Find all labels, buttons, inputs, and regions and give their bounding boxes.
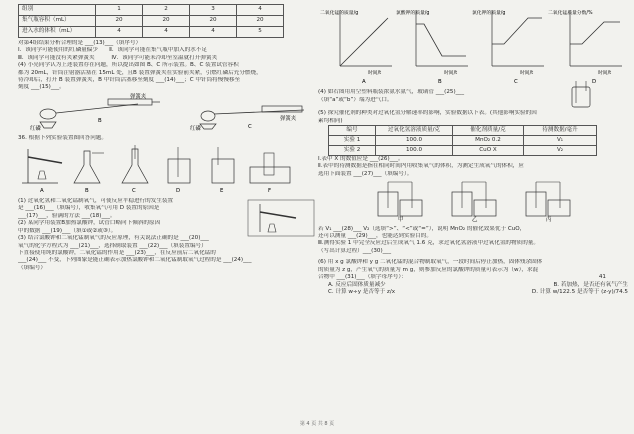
table-cell: 集气瓶容积（mL） xyxy=(19,16,96,27)
graph-ylabel: 氯酸钾的质量/g xyxy=(396,11,430,16)
q36-line: （填编号） xyxy=(18,264,46,271)
table-cell: 3 xyxy=(190,5,237,16)
apparatus-d-bottle xyxy=(168,147,190,194)
q36-line: 是 ___(16)___（填编号），收集氧气可用 D 装置的原因是 xyxy=(18,205,160,212)
graph-ylabel: 氯化钾的质量/g xyxy=(472,11,506,16)
graph-xlabel: 时间/t xyxy=(520,71,534,76)
jar-label: 甲 xyxy=(398,217,404,223)
table-cell: 100.0 xyxy=(376,136,453,146)
apparatus-b-flask xyxy=(74,151,104,194)
q4-line: (4) 小亮同学认为上述装置存在问题，所以提出如图 B、C 所示装置。B、C 装置试管容积 xyxy=(18,62,239,69)
heating-diagram xyxy=(246,198,316,238)
page-footer: 第 4 页 共 8 页 xyxy=(299,420,335,427)
table-header: 待测数据/毫升 xyxy=(524,126,597,136)
gas-volume-table xyxy=(18,4,284,38)
q6-option-c: C. 计算 w÷y 是否等于 z/x xyxy=(328,288,396,295)
left-column xyxy=(18,4,316,272)
q5-tail-line: Ⅲ.测得实验 1 中完全反应过后生成氧气 1.6 克，求过氧化氢溶液中过氧化氢的物质的量。 xyxy=(318,240,539,247)
table-cell: 5 xyxy=(237,27,284,38)
apparatus-yi xyxy=(452,182,496,222)
apparatus-label: C xyxy=(132,187,136,194)
q36-title: 36. 根据下列实验装置图回答问题。 xyxy=(18,135,107,142)
table-cell: CuO X xyxy=(453,146,524,156)
apparatus-label: B xyxy=(85,187,89,194)
apparatus-bc-figure xyxy=(18,92,316,132)
table-header: 过氧化氢溶液质量/克 xyxy=(376,126,453,136)
table-cell: 实验 1 xyxy=(329,136,376,146)
graph-tag: D xyxy=(592,79,597,85)
graph-tag: A xyxy=(362,79,366,85)
q6-option-b: B. 若加热，是否还有氧气产生 xyxy=(553,281,628,288)
apparatus-c-flask xyxy=(122,145,148,194)
table-cell: 20 xyxy=(96,16,143,27)
q6-options-row xyxy=(318,289,628,296)
analysis-option-line: Ⅰ．该同学可能使用的红磷量偏少 Ⅱ．该同学可能在集气瓶中加入的水不足 xyxy=(18,47,207,54)
table-header: 催化剂质量/克 xyxy=(453,126,524,136)
q6-mark: 41 xyxy=(598,274,606,281)
apparatus-a xyxy=(22,149,62,194)
table-cell: V₂ xyxy=(524,146,597,156)
q5-tail-line: 还可以测量 ___(29)___，也能达到实验目的。 xyxy=(318,233,432,240)
q5-line: 素均相同) xyxy=(318,117,343,124)
table-row xyxy=(19,27,284,38)
graph-c xyxy=(472,9,544,85)
label-red-phosphorus: 红磷 xyxy=(190,125,201,132)
analysis-question: 对第4组结果分析合理的是 ___(13)___（填序号） xyxy=(18,40,142,46)
q5-line: (5) 探究催化剂的种类对过氧化氢分解速率的影响，实验数据以下表。(其他影响实验的因 xyxy=(318,110,537,117)
q4-line: 刻度 ___(15)___。 xyxy=(18,84,65,91)
table-cell: 100.0 xyxy=(376,146,453,156)
table-cell: 4 xyxy=(96,27,143,38)
table-cell: 2 xyxy=(143,5,190,16)
catalyst-table xyxy=(328,125,597,156)
ammonia-bottle-icon xyxy=(562,79,602,109)
apparatus-a-f-figure xyxy=(18,143,316,195)
q36-line: (2) 某同学用装置B加热氯酸钾，试管口略向下倾斜的原因 xyxy=(18,220,161,227)
graph-xlabel: 时间/t xyxy=(368,71,382,76)
q4-line: （填“a”或“b”）端为进气口。 xyxy=(318,96,393,103)
table-cell: 组别 xyxy=(19,5,96,16)
q6-line: 合物中 ___(31)___（填字母序号）： xyxy=(318,274,407,281)
q36-line: ___(24)___ 不变，下列图象是能正确表示加热氯酸钾和二氧化锰制取氧气过程的是 ___(24)___ xyxy=(18,257,252,264)
q6-option-d: D. 计算 w/122.5 是否等于 (z-y)/74.5 xyxy=(531,288,628,295)
table-cell: 20 xyxy=(143,16,190,27)
label-c: C xyxy=(248,123,252,130)
q5-tail-line: （写出计算过程）___(30)___ xyxy=(318,247,392,254)
table-row xyxy=(329,146,597,156)
label-spring-clip: 弹簧夹 xyxy=(280,115,297,122)
apparatus-bing xyxy=(526,182,570,222)
q36-line: (3) 结合氯酸钾和二氧化锰制氧气的反应原理，有关说法正确的是 ___(20)___ xyxy=(18,235,209,242)
table-row xyxy=(19,16,284,27)
q5-body-line: Ⅱ.表中的待测数据是指在相同时间内用收集氧气的体积，为测定生成氧气的体积，应 xyxy=(318,163,524,170)
q6-options-row xyxy=(318,282,628,289)
q36-line: ___(17)___，验满的方法 ___(18)___。 xyxy=(18,212,116,219)
q36-line: 下直接使用纯的氯酸钾，二氧化锰的作用是 ___(23)___，在反应前后二氧化锰的 xyxy=(18,249,216,256)
label-spring-clip: 弹簧夹 xyxy=(130,93,147,100)
apparatus-label: A xyxy=(40,187,44,194)
graph-a xyxy=(320,9,392,85)
apparatus-label: E xyxy=(220,187,224,194)
apparatus-c xyxy=(190,106,304,132)
graph-d xyxy=(548,9,622,85)
gas-collection-figure xyxy=(318,178,626,222)
q6-line: 的质量为 z g，产生氧气的质量为 m g，则参加反应的氯酸钾的质量可表示为（w），求混 xyxy=(318,266,539,273)
table-cell: 20 xyxy=(237,16,284,27)
table-cell: 实验 2 xyxy=(329,146,376,156)
q36-line: (1) 过氧化氢和二氧化锰制氧气，可使反应平稳进行的发生装置 xyxy=(18,198,174,205)
q4-block xyxy=(318,89,626,104)
q5-tail-line: 若 V₁ ___(28)___ V₂（选填“>”、“<”或“=”），说明 MnO₂ 的催化效果优于 CuO， xyxy=(318,225,526,232)
label-red-phosphorus: 红磷 xyxy=(30,125,41,132)
q6-line-wrap xyxy=(318,274,626,281)
q36-line: 氧气的化学方程式为 ___(21)___，选择制取装置 ___(22)___（填装置编号） xyxy=(18,242,207,249)
graph-xlabel: 时间/t xyxy=(444,71,458,76)
q36-body xyxy=(18,198,316,272)
q5-body-line: Ⅰ.表中 X 的数值应是 ___(26)___。 xyxy=(318,156,404,163)
q4-line: 待冷却后，打开 B 装置弹簧夹，B 中针筒活塞移至刻度 ___(14)___；C 中针筒将慢慢移至 xyxy=(18,77,241,84)
jar-label: 丙 xyxy=(546,217,552,223)
q4-line: 都为 20mL，针筒注射器活塞在 15mL 处，且B 装置弹簧夹在实验前夹紧，引燃红磷后充分燃烧， xyxy=(18,69,262,76)
table-row xyxy=(329,136,597,146)
graph-b xyxy=(396,9,468,85)
table-cell: 1 xyxy=(96,5,143,16)
graph-tag: C xyxy=(514,79,518,85)
graph-tag: B xyxy=(438,79,442,85)
q4-line: (4) 如右图用用空塑料瓶装浓氨水氨气，玻璃管 ___(25)___ xyxy=(318,89,465,96)
q5-body-line: 选用下面装置 ___(27)___（填编号）。 xyxy=(318,170,413,177)
apparatus-label: F xyxy=(268,187,272,194)
graph-xlabel: 时间/t xyxy=(598,71,612,76)
apparatus-jia xyxy=(378,182,422,222)
table-header-row xyxy=(329,126,597,136)
mass-time-graphs xyxy=(318,4,626,86)
graph-ylabel: 二氧化锰的质量/g xyxy=(320,11,359,16)
table-cell: 4 xyxy=(237,5,284,16)
graph-ylabel: 二氧化锰质量分数/% xyxy=(548,11,593,16)
table-cell: 4 xyxy=(190,27,237,38)
q6-option-a: A. 反应后固体质量减少 xyxy=(328,281,386,288)
apparatus-b xyxy=(30,92,160,132)
q6-line: (6) 用 x g 氯酸钾和 y g 二氧化锰的混合物制取氧气，一段时间后停止加热，固体残余固体 xyxy=(318,259,543,266)
right-column xyxy=(318,4,626,296)
table-cell: V₁ xyxy=(524,136,597,146)
jar-label: 乙 xyxy=(472,217,478,223)
table-header: 编号 xyxy=(329,126,376,136)
table-row xyxy=(19,5,284,16)
table-cell: 4 xyxy=(143,27,190,38)
table-cell: MnO₂ 0.2 xyxy=(453,136,524,146)
apparatus-e-bottle xyxy=(212,147,234,194)
label-b: B xyxy=(98,117,102,124)
apparatus-f-trough xyxy=(250,153,290,194)
table-cell: 进入水的体积（mL） xyxy=(19,27,96,38)
table-cell: 20 xyxy=(190,16,237,27)
apparatus-label: D xyxy=(176,187,181,194)
q36-line: 中的数据 ___(19)___（填①或②或③）。 xyxy=(18,227,117,234)
analysis-option-line: Ⅲ．该同学可能没有夹紧弹簧夹 Ⅳ．该同学可能未冷却至室温就打开弹簧夹 xyxy=(18,54,218,61)
